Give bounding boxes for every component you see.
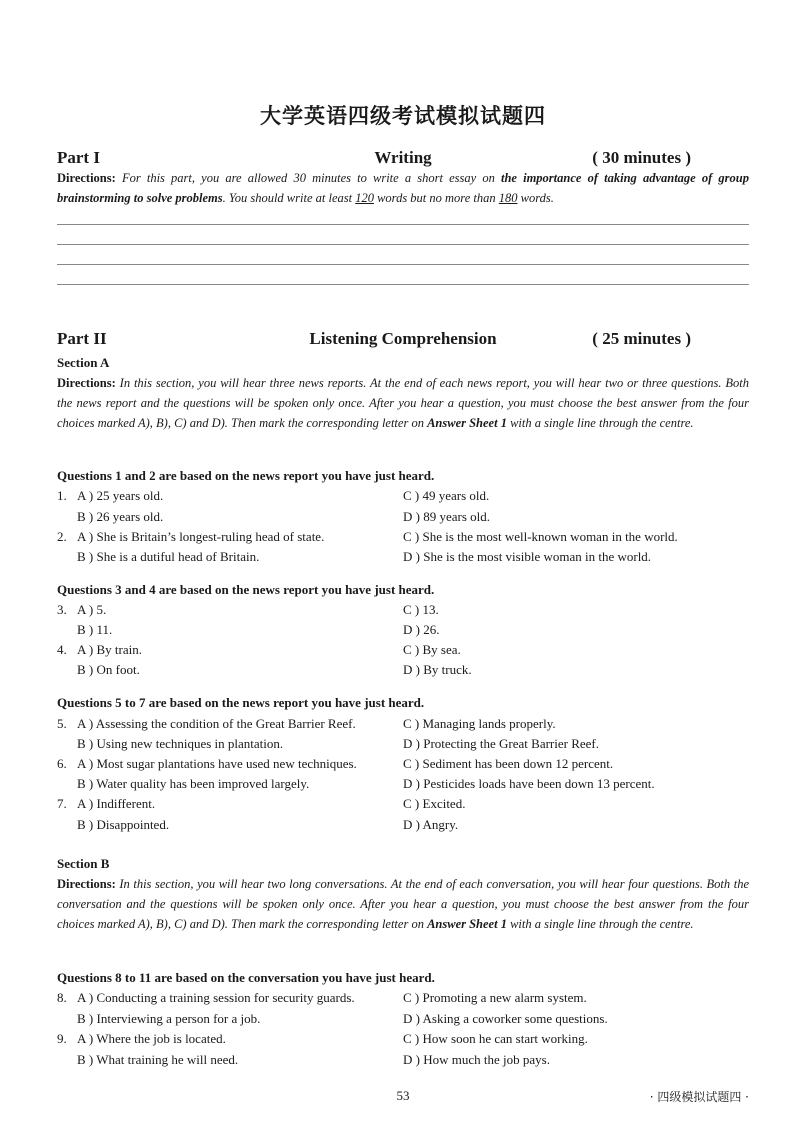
directions-text: . You should write at least — [222, 191, 356, 205]
directions-text: words. — [517, 191, 554, 205]
option-b[interactable]: B ) 26 years old. — [77, 509, 164, 524]
option-a[interactable]: A ) 5. — [77, 602, 107, 617]
option-a[interactable]: A ) 25 years old. — [77, 488, 164, 503]
essay-topic: the importance of taking advantage of group brainstorming to solve problems — [57, 171, 749, 205]
part2-time: ( 25 minutes ) — [592, 329, 691, 348]
directions-label: Directions: — [57, 376, 116, 390]
directions-text: In this section, you will hear two long conversations. At the end of each conversation, you will hear four questions. Both the conversation and the questions will be spoken only once. After you hear a question, you must choose the best answer from the four choices marked A), B), C) and D). Then mark the corresponding letter on — [57, 877, 749, 931]
option-c[interactable]: C ) By sea. — [403, 642, 461, 657]
option-c[interactable]: C ) 49 years old. — [403, 488, 490, 503]
part1-time: ( 30 minutes ) — [592, 148, 691, 167]
part2-name: Part II — [57, 329, 107, 348]
writing-line[interactable] — [57, 244, 749, 245]
directions-text: with a single line through the centre. — [506, 917, 694, 931]
section-a-directions — [57, 373, 749, 433]
question-number: 2. — [57, 529, 67, 544]
section-b-label: Section B — [57, 856, 110, 871]
page-title: 大学英语四级考试模拟试题四 — [260, 104, 546, 128]
part1-name: Part I — [57, 148, 100, 167]
question-number: 7. — [57, 796, 67, 811]
question-number: 4. — [57, 642, 67, 657]
section-a-label: Section A — [57, 355, 110, 370]
question-group-heading: Questions 1 and 2 are based on the news report you have just heard. — [57, 468, 435, 483]
part1-title: Writing — [374, 148, 432, 167]
option-c[interactable]: C ) How soon he can start working. — [403, 1031, 588, 1046]
question-number: 3. — [57, 602, 67, 617]
option-d[interactable]: D ) Angry. — [403, 817, 459, 832]
option-c[interactable]: C ) Sediment has been down 12 percent. — [403, 756, 614, 771]
option-a[interactable]: A ) Most sugar plantations have used new techniques. — [77, 756, 357, 771]
option-b[interactable]: B ) She is a dutiful head of Britain. — [77, 549, 260, 564]
answer-sheet-ref: Answer Sheet 1 — [427, 416, 507, 430]
option-b[interactable]: B ) Disappointed. — [77, 817, 170, 832]
option-c[interactable]: C ) Managing lands properly. — [403, 716, 556, 731]
option-b[interactable]: B ) Water quality has been improved largely. — [77, 776, 310, 791]
option-b[interactable]: B ) What training he will need. — [77, 1052, 239, 1067]
option-d[interactable]: D ) By truck. — [403, 662, 472, 677]
writing-line[interactable] — [57, 284, 749, 285]
option-d[interactable]: D ) Asking a coworker some questions. — [403, 1011, 608, 1026]
option-d[interactable]: D ) Pesticides loads have been down 13 percent. — [403, 776, 655, 791]
option-b[interactable]: B ) 11. — [77, 622, 113, 637]
option-d[interactable]: D ) 89 years old. — [403, 509, 491, 524]
writing-line[interactable] — [57, 224, 749, 225]
question-number: 8. — [57, 990, 67, 1005]
option-d[interactable]: D ) How much the job pays. — [403, 1052, 550, 1067]
writing-line[interactable] — [57, 264, 749, 265]
directions-text: For this part, you are allowed 30 minutes to write a short essay on — [115, 171, 501, 185]
option-b[interactable]: B ) Interviewing a person for a job. — [77, 1011, 261, 1026]
min-words: 120 — [355, 191, 374, 205]
question-number: 5. — [57, 716, 67, 731]
question-number: 6. — [57, 756, 67, 771]
footer-label: · 四级模拟试题四 · — [649, 1090, 749, 1104]
option-c[interactable]: C ) Promoting a new alarm system. — [403, 990, 587, 1005]
option-b[interactable]: B ) On foot. — [77, 662, 140, 677]
directions-text: In this section, you will hear three news reports. At the end of each news report, you will hear two or three questions. Both the news report and the questions will be spoken only once. After you hear a question, you must choose the best answer from the four choices marked A), B), C) and D). Then mark the corresponding letter on — [57, 376, 749, 430]
option-a[interactable]: A ) She is Britain’s longest-ruling head of state. — [77, 529, 325, 544]
option-b[interactable]: B ) Using new techniques in plantation. — [77, 736, 284, 751]
option-a[interactable]: A ) By train. — [77, 642, 142, 657]
page-number: 53 — [396, 1088, 410, 1103]
option-c[interactable]: C ) She is the most well-known woman in the world. — [403, 529, 678, 544]
max-words: 180 — [498, 191, 518, 205]
directions-text: with a single line through the centre. — [506, 416, 694, 430]
option-a[interactable]: A ) Indifferent. — [77, 796, 156, 811]
answer-sheet-ref: Answer Sheet 1 — [427, 917, 507, 931]
directions-label: Directions: — [57, 877, 116, 891]
option-c[interactable]: C ) 13. — [403, 602, 439, 617]
part1-directions — [57, 168, 749, 208]
question-number: 9. — [57, 1031, 67, 1046]
option-a[interactable]: A ) Conducting a training session for security guards. — [77, 990, 355, 1005]
question-group-heading: Questions 5 to 7 are based on the news report you have just heard. — [57, 695, 425, 710]
option-d[interactable]: D ) 26. — [403, 622, 440, 637]
option-a[interactable]: A ) Assessing the condition of the Great Barrier Reef. — [77, 716, 356, 731]
option-c[interactable]: C ) Excited. — [403, 796, 466, 811]
part2-title: Listening Comprehension — [309, 329, 497, 348]
option-a[interactable]: A ) Where the job is located. — [77, 1031, 226, 1046]
directions-label: Directions: — [57, 171, 116, 185]
question-number: 1. — [57, 488, 67, 503]
question-group-heading: Questions 8 to 11 are based on the conversation you have just heard. — [57, 970, 435, 985]
directions-text: words but no more than — [373, 191, 499, 205]
question-group-heading: Questions 3 and 4 are based on the news report you have just heard. — [57, 582, 435, 597]
option-d[interactable]: D ) She is the most visible woman in the world. — [403, 549, 652, 564]
section-b-directions — [57, 874, 749, 934]
option-d[interactable]: D ) Protecting the Great Barrier Reef. — [403, 736, 600, 751]
